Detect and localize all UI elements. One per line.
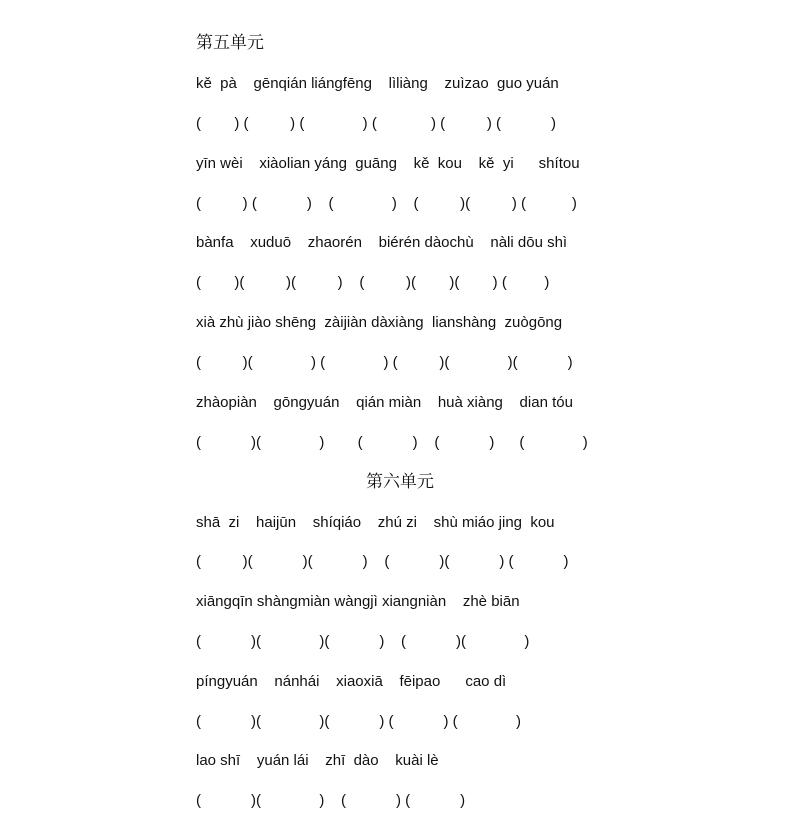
unit-5-row-4-pinyin: xià zhù jiào shēng zàijiàn dàxiàng lianshàng zuògōng bbox=[196, 314, 563, 331]
unit-6-row-3-pinyin: píngyuán nánhái xiaoxiā fēipao cao dì bbox=[196, 673, 507, 690]
unit-6-row-1-answer-brackets: ( )( )( ) ( )( ) ( ) bbox=[196, 553, 569, 570]
unit-6-row-4-answer-brackets: ( )( ) ( ) ( ) bbox=[196, 792, 466, 809]
unit-6-heading: 第六单元 bbox=[366, 472, 434, 492]
unit-6-row-3-answer-brackets: ( )( )( ) ( ) ( ) bbox=[196, 713, 522, 730]
unit-5-row-2-pinyin: yīn wèi xiàolian yáng guāng kě kou kě yi shítou bbox=[196, 155, 580, 172]
unit-6-row-2-answer-brackets: ( )( )( ) ( )( ) bbox=[196, 633, 530, 650]
unit-6-row-2-pinyin: xiāngqīn shàngmiàn wàngjì xiangniàn zhè biān bbox=[196, 593, 520, 610]
unit-5-row-5-pinyin: zhàopiàn gōngyuán qián miàn huà xiàng dian tóu bbox=[196, 394, 573, 411]
unit-5-row-1-pinyin: kě pà gēnqián liángfēng lìliàng zuìzao guo yuán bbox=[196, 75, 559, 92]
unit-6-row-1-pinyin: shā zi haijūn shíqiáo zhú zi shù miáo jing kou bbox=[196, 514, 555, 531]
unit-5-row-1-answer-brackets: ( ) ( ) ( ) ( ) ( ) ( ) bbox=[196, 115, 556, 132]
unit-5-row-5-answer-brackets: ( )( ) ( ) ( ) ( ) bbox=[196, 434, 588, 451]
unit-5-row-3-answer-brackets: ( )( )( ) ( )( )( ) ( ) bbox=[196, 274, 550, 291]
unit-5-heading: 第五单元 bbox=[196, 33, 264, 53]
unit-6-row-4-pinyin: lao shī yuán lái zhī dào kuài lè bbox=[196, 752, 439, 769]
unit-5-row-2-answer-brackets: ( ) ( ) ( ) ( )( ) ( ) bbox=[196, 195, 577, 212]
unit-5-row-3-pinyin: bànfa xuduō zhaorén biérén dàochù nàli dōu shì bbox=[196, 234, 568, 251]
unit-5-row-4-answer-brackets: ( )( ) ( ) ( )( )( ) bbox=[196, 354, 573, 371]
